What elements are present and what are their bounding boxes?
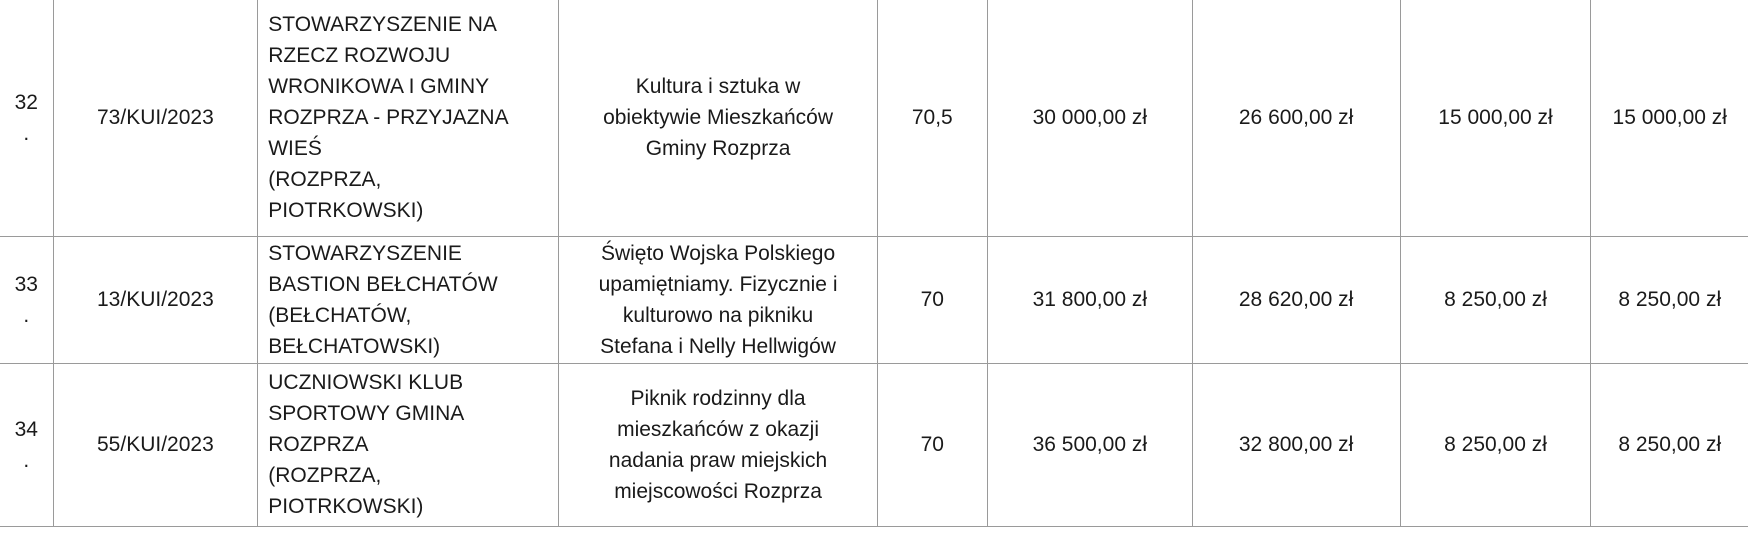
lp-number: 32	[14, 90, 38, 114]
project-title: Piknik rodzinny dla mieszkańców z okazji nadania praw miejskich miejscowości Rozprza	[608, 386, 828, 503]
project-title-cell	[559, 363, 877, 526]
requested-amount: 32 800,00 zł	[1238, 433, 1354, 456]
application-number: 55/KUI/2023	[97, 433, 214, 456]
application-number-cell	[53, 363, 258, 526]
requested-amount-cell	[1192, 236, 1400, 363]
application-number: 73/KUI/2023	[97, 106, 214, 130]
lp-cell	[0, 363, 53, 526]
lp-number: 33	[14, 272, 38, 296]
granted-amount-cell	[1591, 363, 1748, 526]
application-number-cell	[53, 0, 258, 236]
total-cost-cell	[987, 363, 1192, 526]
table-row	[0, 236, 1748, 363]
granted-amount: 8 250,00 zł	[1618, 433, 1722, 456]
total-cost-cell	[987, 0, 1192, 236]
applicant-name: UCZNIOWSKI KLUB SPORTOWY GMINA ROZPRZA (ROZPRZA, PIOTRKOWSKI)	[268, 371, 465, 518]
lp-dot: .	[23, 121, 30, 145]
requested-amount-cell	[1192, 363, 1400, 526]
proposed-amount-cell	[1400, 236, 1591, 363]
score: 70	[920, 288, 944, 311]
requested-amount-cell	[1192, 0, 1400, 236]
lp-dot: .	[23, 303, 30, 327]
granted-amount-cell	[1591, 0, 1748, 236]
applicant-name: STOWARZYSZENIE NA RZECZ ROZWOJU WRONIKOWA I GMINY ROZPRZA - PRZYJAZNA WIEŚ (ROZPRZA, PIOTRKOWSKI)	[268, 13, 509, 223]
total-cost: 30 000,00 zł	[1032, 106, 1148, 130]
lp-cell	[0, 236, 53, 363]
total-cost: 36 500,00 zł	[1032, 433, 1148, 456]
granted-amount: 15 000,00 zł	[1612, 106, 1727, 130]
proposed-amount: 8 250,00 zł	[1444, 433, 1547, 456]
score: 70	[920, 433, 944, 456]
applicant-name: STOWARZYSZENIE BASTION BEŁCHATÓW (BEŁCHATÓW, BEŁCHATOWSKI)	[268, 241, 498, 358]
requested-amount: 28 620,00 zł	[1238, 288, 1354, 311]
proposed-amount: 8 250,00 zł	[1444, 288, 1547, 311]
applicant-cell	[258, 363, 559, 526]
project-title: Święto Wojska Polskiego upamiętniamy. Fizycznie i kulturowo na pikniku Stefana i Nelly Hellwigów	[598, 241, 838, 358]
score: 70,5	[911, 106, 953, 130]
project-title-cell	[559, 0, 877, 236]
lp-dot: .	[23, 448, 30, 472]
table-row	[0, 363, 1748, 526]
proposed-amount: 15 000,00 zł	[1438, 106, 1553, 130]
requested-amount: 26 600,00 zł	[1238, 106, 1354, 130]
project-title: Kultura i sztuka w obiektywie Mieszkańców Gminy Rozprza	[603, 75, 834, 161]
score-cell	[877, 236, 987, 363]
granted-amount: 8 250,00 zł	[1618, 288, 1722, 311]
application-number: 13/KUI/2023	[97, 288, 214, 311]
total-cost-cell	[987, 236, 1192, 363]
score-cell	[877, 363, 987, 526]
total-cost: 31 800,00 zł	[1032, 288, 1148, 311]
applicant-cell	[258, 236, 559, 363]
project-title-cell	[559, 236, 877, 363]
applicant-cell	[258, 0, 559, 236]
lp-cell	[0, 0, 53, 236]
score-cell	[877, 0, 987, 236]
lp-number: 34	[14, 417, 38, 441]
application-number-cell	[53, 236, 258, 363]
proposed-amount-cell	[1400, 0, 1591, 236]
proposed-amount-cell	[1400, 363, 1591, 526]
granted-amount-cell	[1591, 236, 1748, 363]
table-row	[0, 0, 1748, 236]
